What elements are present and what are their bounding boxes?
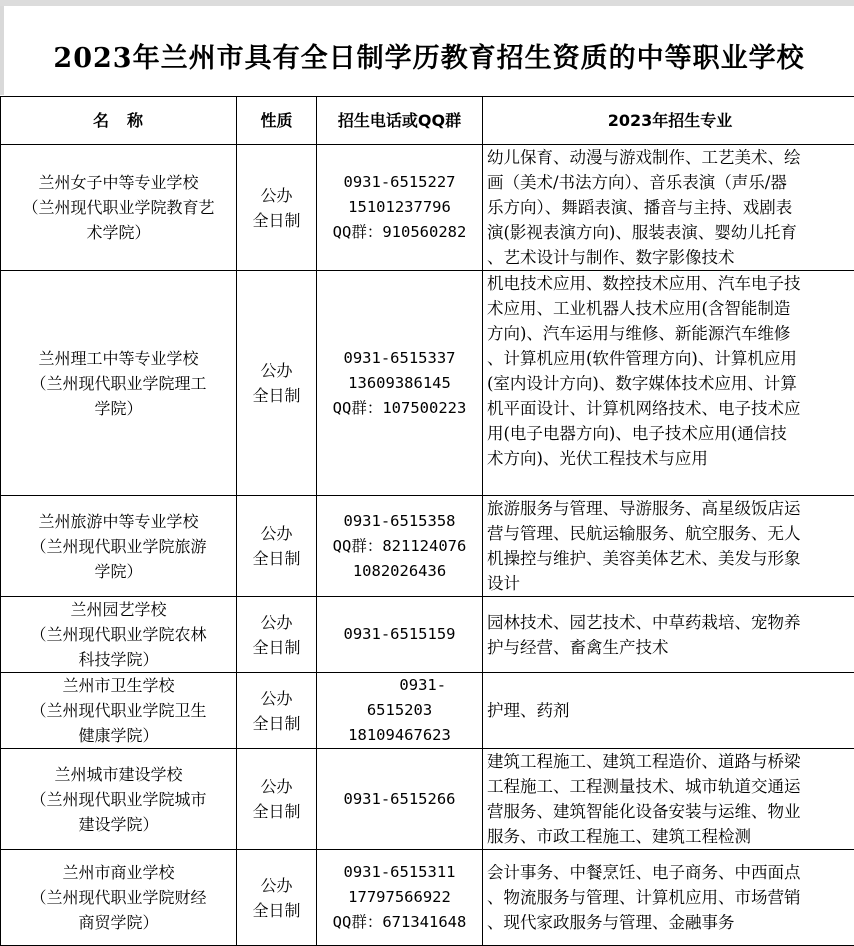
school-phone: 0931-6515227 15101237796 QQ群：910560282 bbox=[317, 145, 483, 271]
title-area bbox=[0, 6, 854, 95]
table-row bbox=[1, 749, 854, 850]
table-row bbox=[1, 850, 854, 946]
schools-table bbox=[0, 96, 854, 946]
school-phone: 0931- 6515203 18109467623 bbox=[317, 673, 483, 749]
school-majors: 护理、药剂 bbox=[483, 673, 854, 749]
table-row bbox=[1, 496, 854, 597]
school-name: 兰州城市建设学校 （兰州现代职业学院城市 建设学院） bbox=[1, 749, 237, 850]
school-phone: 0931-6515266 bbox=[317, 749, 483, 850]
header-phone: 招生电话或QQ群 bbox=[317, 97, 483, 145]
school-majors: 会计事务、中餐烹饪、电子商务、中西面点 、物流服务与管理、计算机应用、市场营销 、现代家政服务与管理、金融事务 bbox=[483, 850, 854, 946]
school-phone: 0931-6515358 QQ群：821124076 1082026436 bbox=[317, 496, 483, 597]
header-nature: 性质 bbox=[237, 97, 317, 145]
school-name: 兰州园艺学校 （兰州现代职业学院农林 科技学院） bbox=[1, 597, 237, 673]
school-nature: 公办 全日制 bbox=[237, 597, 317, 673]
school-phone: 0931-6515159 bbox=[317, 597, 483, 673]
school-nature: 公办 全日制 bbox=[237, 271, 317, 496]
school-nature: 公办 全日制 bbox=[237, 749, 317, 850]
table-row bbox=[1, 673, 854, 749]
school-nature: 公办 全日制 bbox=[237, 673, 317, 749]
school-nature: 公办 全日制 bbox=[237, 496, 317, 597]
school-majors: 旅游服务与管理、导游服务、高星级饭店运 营与管理、民航运输服务、航空服务、无人 机操控与维护、美容美体艺术、美发与形象 设计 bbox=[483, 496, 854, 597]
school-name: 兰州市商业学校 （兰州现代职业学院财经 商贸学院） bbox=[1, 850, 237, 946]
school-phone: 0931-6515337 13609386145 QQ群：107500223 bbox=[317, 271, 483, 496]
school-phone: 0931-6515311 17797566922 QQ群：671341648 bbox=[317, 850, 483, 946]
school-name: 兰州旅游中等专业学校 （兰州现代职业学院旅游 学院） bbox=[1, 496, 237, 597]
school-name: 兰州女子中等专业学校 （兰州现代职业学院教育艺 术学院） bbox=[1, 145, 237, 271]
header-row bbox=[1, 97, 854, 145]
school-nature: 公办 全日制 bbox=[237, 850, 317, 946]
school-majors: 园林技术、园艺技术、中草药栽培、宠物养 护与经营、畜禽生产技术 bbox=[483, 597, 854, 673]
table-row bbox=[1, 145, 854, 271]
table-row bbox=[1, 597, 854, 673]
page-title: 2023年兰州市具有全日制学历教育招生资质的中等职业学校 bbox=[4, 36, 854, 75]
school-majors: 机电技术应用、数控技术应用、汽车电子技 术应用、工业机器人技术应用(含智能制造 方向)、汽车运用与维修、新能源汽车维修 、计算机应用(软件管理方向)、计算机应用 (室内设计方向)、数字媒体技术应用、计算 机平面设计、计算机网络技术、电子技术应 用(电子电器方向)、电子技术应用(通信技 术方向)、光伏工程技术与应用 bbox=[483, 271, 854, 496]
table-row bbox=[1, 271, 854, 496]
school-nature: 公办 全日制 bbox=[237, 145, 317, 271]
school-majors: 幼儿保育、动漫与游戏制作、工艺美术、绘 画（美术/书法方向）、音乐表演（声乐/器 乐方向）、舞蹈表演、播音与主持、戏剧表 演(影视表演方向)、服装表演、婴幼儿托育 、艺术设计与制作、数字影像技术 bbox=[483, 145, 854, 271]
school-name: 兰州理工中等专业学校 （兰州现代职业学院理工 学院） bbox=[1, 271, 237, 496]
header-name: 名 称 bbox=[1, 97, 237, 145]
header-majors: 2023年招生专业 bbox=[483, 97, 854, 145]
school-name: 兰州市卫生学校 （兰州现代职业学院卫生 健康学院） bbox=[1, 673, 237, 749]
school-majors: 建筑工程施工、建筑工程造价、道路与桥梁 工程施工、工程测量技术、城市轨道交通运 营服务、建筑智能化设备安装与运维、物业 服务、市政工程施工、建筑工程检测 bbox=[483, 749, 854, 850]
